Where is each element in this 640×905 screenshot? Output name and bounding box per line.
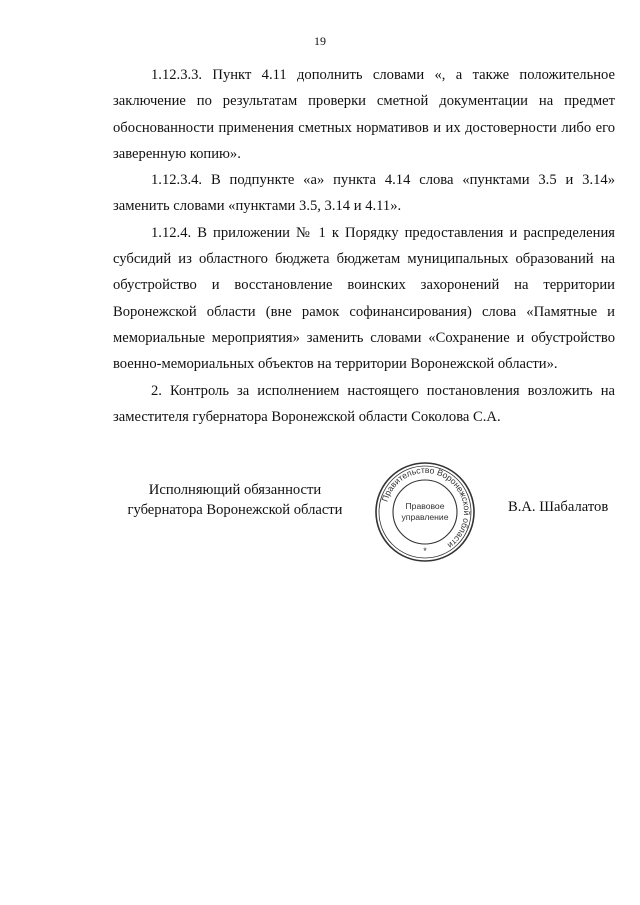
paragraph-1-12-4: 1.12.4. В приложении № 1 к Порядку предоставления и распределения субсидий из областного бюджета бюджетам муниципальных образований на обустройство и восстановление воинских захоронений на территории Воронежской области (вне рамок софинансирования) слова «Памятные и мемориальные мероприятия» заменить словами «Сохранение и обустройство военно-мемориальных объектов на территории Воронежской области». (113, 224, 615, 373)
paragraph-1-12-3-4: 1.12.3.4. В подпункте «а» пункта 4.14 слова «пунктами 3.5 и 3.14» заменить словами «пунктами 3.5, 3.14 и 4.11». (113, 172, 615, 215)
seal-center-line2: управление (401, 512, 449, 522)
paragraph-1-12-3-3: 1.12.3.3. Пункт 4.11 дополнить словами «, а также положительное заключение по результатам проверки сметной документации на предмет обоснованности применения сметных нормативов и их достоверности либо его заверенную копию». (113, 67, 615, 162)
paragraph-2: 2. Контроль за исполнением настоящего постановления возложить на заместителя губернатора Воронежской области Соколова С.А. (113, 382, 615, 425)
signatory-position-line1: Исполняющий обязанности (148, 482, 322, 498)
seal-ring-text: Правительство Воронежской области (379, 464, 473, 551)
signatory-name: В.А. Шабалатов (508, 499, 609, 515)
seal-center-line1: Правовое (405, 501, 445, 511)
seal-star-icon: * (423, 546, 427, 556)
signatory-position (110, 480, 360, 520)
official-seal (373, 460, 477, 564)
document-body (113, 62, 615, 430)
page-number: 19 (314, 34, 326, 48)
signatory-position-line2: губернатора Воронежской области (127, 502, 343, 518)
